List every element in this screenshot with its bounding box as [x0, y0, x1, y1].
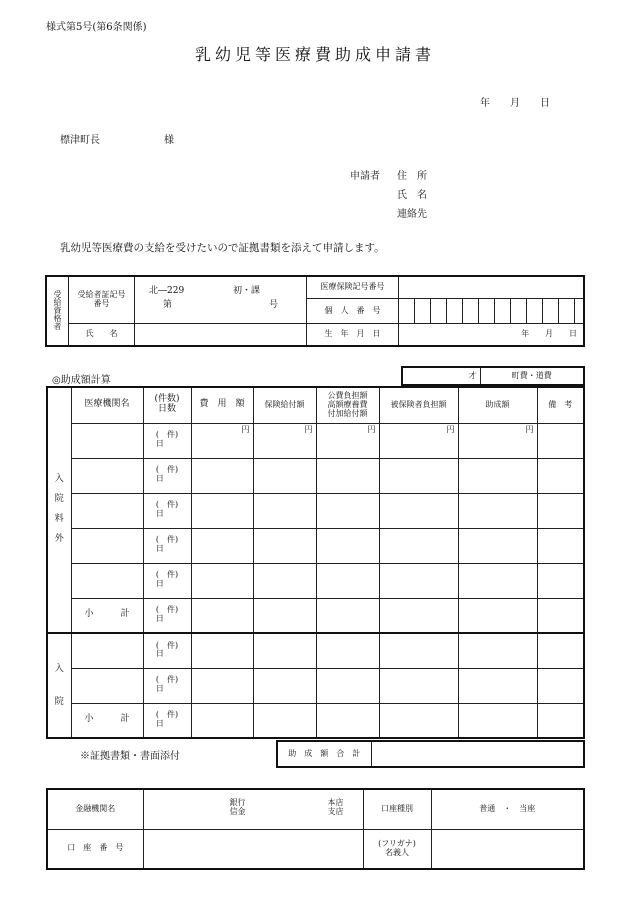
institution-label: 金融機関名: [47, 789, 143, 829]
birth-field[interactable]: 年 月 日: [399, 323, 584, 345]
yen-benefit[interactable]: 円: [253, 423, 316, 458]
count-cell[interactable]: ( 件) 日: [143, 493, 191, 528]
yen-subsidy[interactable]: 円: [458, 423, 537, 458]
subtotal-cell[interactable]: [316, 598, 379, 633]
subtotal-label: 小 計: [71, 598, 143, 633]
branch-types: 本店 支店: [327, 798, 344, 816]
value-cell[interactable]: [458, 493, 537, 528]
header-days: (件数) 日数: [143, 387, 191, 423]
institution-field[interactable]: [71, 423, 143, 458]
personal-no-digit[interactable]: [479, 299, 495, 323]
personal-no-digit[interactable]: [543, 299, 559, 323]
holder-label: (フリガナ) 名義人: [363, 829, 431, 869]
subtotal-cell[interactable]: [253, 598, 316, 633]
header-public-burden: 公費負担額 高額療養費 付加給付額: [316, 387, 379, 423]
total-box: [276, 740, 585, 768]
yen-insured[interactable]: 円: [379, 423, 458, 458]
header-insured-burden: 被保険者負担額: [379, 387, 458, 423]
applicant-contact-label: 連絡先: [397, 209, 427, 220]
yen-public[interactable]: 円: [316, 423, 379, 458]
count-cell[interactable]: ( 件) 日: [143, 528, 191, 563]
count-cell[interactable]: ( 件) 日: [143, 703, 191, 738]
name-label: 氏 名: [69, 323, 135, 345]
total-label: 助 成 額 合 計: [277, 741, 371, 767]
remarks-field[interactable]: [537, 423, 584, 458]
value-cell[interactable]: [191, 458, 253, 493]
name-field[interactable]: [135, 323, 307, 345]
count-cell[interactable]: ( 件) 日: [143, 668, 191, 703]
cert-prefix: 北―229: [149, 286, 185, 296]
personal-no-digit[interactable]: [527, 299, 543, 323]
holder-field[interactable]: [431, 829, 584, 869]
account-type-label: 口座種別: [363, 789, 431, 829]
personal-no-digit[interactable]: [415, 299, 431, 323]
cert-dai: 第: [163, 300, 173, 310]
institution-field[interactable]: [71, 493, 143, 528]
personal-no-digit[interactable]: [431, 299, 447, 323]
value-cell[interactable]: [537, 493, 584, 528]
addressee-honorific: 様: [164, 135, 174, 146]
personal-no-digit[interactable]: [399, 299, 415, 323]
value-cell[interactable]: [537, 633, 584, 668]
value-cell[interactable]: [191, 528, 253, 563]
value-cell[interactable]: [253, 633, 316, 668]
birth-label: 生 年 月 日: [307, 323, 399, 345]
applicant-label: 申請者: [350, 171, 380, 182]
insurance-number-field[interactable]: [399, 277, 584, 299]
value-cell[interactable]: [537, 668, 584, 703]
count-cell[interactable]: ( 件) 日: [143, 458, 191, 493]
value-cell[interactable]: [316, 458, 379, 493]
count-cell[interactable]: ( 件) 日: [143, 423, 191, 458]
value-cell[interactable]: [316, 563, 379, 598]
value-cell[interactable]: [316, 633, 379, 668]
value-cell[interactable]: [537, 528, 584, 563]
value-cell[interactable]: [379, 668, 458, 703]
institution-field[interactable]: [71, 633, 143, 668]
count-cell[interactable]: ( 件) 日: [143, 563, 191, 598]
calc-table: [46, 386, 585, 739]
institution-field[interactable]: [71, 668, 143, 703]
value-cell[interactable]: [253, 458, 316, 493]
value-cell[interactable]: [537, 563, 584, 598]
value-cell[interactable]: [191, 563, 253, 598]
cert-number-field[interactable]: [135, 277, 307, 324]
insurance-label: 医療保険記号番号: [307, 277, 399, 299]
bank-table: [46, 788, 585, 870]
cert-go: 号: [269, 300, 279, 310]
addressee-name: 標津町長: [60, 135, 100, 146]
subtotal-cell[interactable]: [316, 703, 379, 738]
cert-type: 初・課: [233, 286, 261, 296]
personal-no-digit[interactable]: [447, 299, 463, 323]
value-cell[interactable]: [458, 528, 537, 563]
institution-field[interactable]: [71, 528, 143, 563]
value-cell[interactable]: [253, 528, 316, 563]
recipient-side-label: 受給資格者: [47, 277, 69, 346]
header-subsidy: 助成額: [458, 387, 537, 423]
personal-no-digit[interactable]: [575, 299, 584, 323]
bank-types: 銀行 信金: [229, 798, 246, 816]
count-cell[interactable]: ( 件) 日: [143, 598, 191, 633]
applicant-name-label: 氏 名: [397, 190, 427, 201]
cert-label: 受給者証記号番号: [69, 277, 135, 324]
value-cell[interactable]: [191, 493, 253, 528]
value-cell[interactable]: [316, 493, 379, 528]
fee-type[interactable]: 町費・道費: [480, 367, 584, 385]
age-field[interactable]: 才: [402, 367, 480, 385]
subtotal-cell[interactable]: [191, 598, 253, 633]
bank-name-field[interactable]: [143, 789, 363, 829]
form-number: 様式第5号(第6条関係): [46, 22, 147, 33]
institution-field[interactable]: [71, 458, 143, 493]
personal-no-digit[interactable]: [495, 299, 511, 323]
applicant-address-label: 住 所: [397, 171, 427, 182]
value-cell[interactable]: [316, 528, 379, 563]
value-cell[interactable]: [253, 493, 316, 528]
value-cell[interactable]: [379, 633, 458, 668]
value-cell[interactable]: [379, 528, 458, 563]
header-institution: 医療機関名: [71, 387, 143, 423]
institution-field[interactable]: [71, 563, 143, 598]
value-cell[interactable]: [458, 668, 537, 703]
personal-no-digit[interactable]: [463, 299, 479, 323]
subtotal-cell[interactable]: [458, 598, 537, 633]
personal-no-digit[interactable]: [511, 299, 527, 323]
value-cell[interactable]: [253, 668, 316, 703]
value-cell[interactable]: [458, 458, 537, 493]
subtotal-cell[interactable]: [379, 598, 458, 633]
page-title: 乳幼児等医療費助成申請書: [194, 45, 435, 64]
statement: 乳幼児等医療費の支給を受けたいので証拠書類を添えて申請します。: [60, 242, 385, 254]
personal-no-digit[interactable]: [559, 299, 575, 323]
subtotal-cell[interactable]: [191, 703, 253, 738]
value-cell[interactable]: [458, 563, 537, 598]
header-insurance-benefit: 保険給付額: [253, 387, 316, 423]
subtotal-cell[interactable]: [379, 703, 458, 738]
subtotal-cell[interactable]: [253, 703, 316, 738]
attachment-note: ※証拠書類・書面添付: [80, 751, 180, 762]
value-cell[interactable]: [537, 458, 584, 493]
inpatient-label: 入院: [47, 633, 71, 738]
count-cell[interactable]: ( 件) 日: [143, 633, 191, 668]
value-cell[interactable]: [379, 458, 458, 493]
personal-no-label: 個 人 番 号: [307, 299, 399, 323]
value-cell[interactable]: [253, 563, 316, 598]
outpatient-label: 入院料外: [47, 387, 71, 633]
subtotal-cell[interactable]: [537, 703, 584, 738]
date-line: 年 月 日: [480, 98, 550, 109]
value-cell[interactable]: [379, 493, 458, 528]
age-fee-box: [401, 366, 585, 386]
value-cell[interactable]: [316, 668, 379, 703]
value-cell[interactable]: [191, 668, 253, 703]
calc-heading: ◎助成額計算: [52, 375, 111, 386]
header-cost: 費 用 額: [191, 387, 253, 423]
account-number-field[interactable]: [143, 829, 363, 869]
value-cell[interactable]: [379, 563, 458, 598]
subtotal-cell[interactable]: [537, 598, 584, 633]
yen-cost[interactable]: 円: [191, 423, 253, 458]
header-remarks: 備 考: [537, 387, 584, 423]
value-cell[interactable]: [191, 633, 253, 668]
value-cell[interactable]: [458, 633, 537, 668]
subtotal-cell[interactable]: [458, 703, 537, 738]
account-type-options[interactable]: 普通 ・ 当座: [431, 789, 584, 829]
recipient-table: [46, 276, 584, 346]
total-field[interactable]: [371, 741, 584, 767]
account-number-label: 口 座 番 号: [47, 829, 143, 869]
subtotal-label: 小 計: [71, 703, 143, 738]
